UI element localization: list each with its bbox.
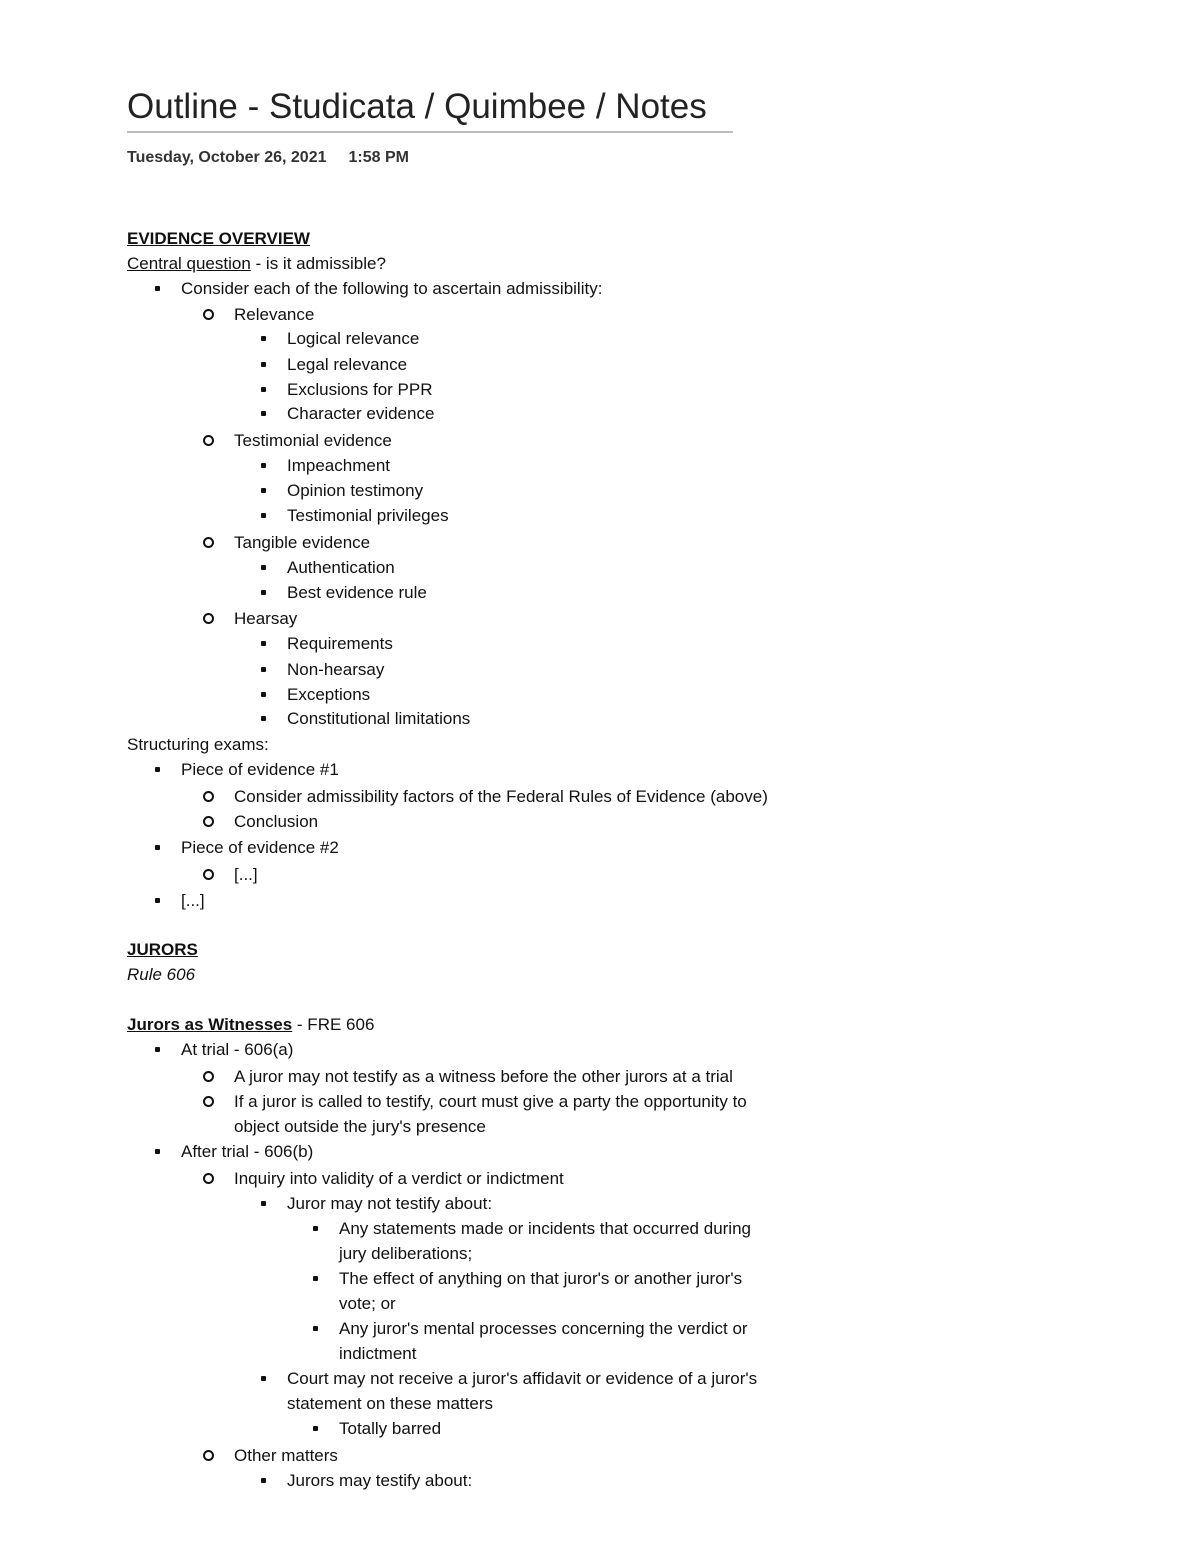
list-item: Jurors may testify about: — [287, 1471, 473, 1490]
circle-bullet-icon — [203, 1096, 214, 1107]
circle-bullet-icon — [203, 1450, 214, 1461]
list-item: Non-hearsay — [287, 660, 385, 679]
section-heading-evidence-overview: EVIDENCE OVERVIEW — [127, 229, 310, 248]
bullet-icon — [261, 716, 266, 721]
bullet-icon — [313, 1426, 318, 1431]
list-item: The effect of anything on that juror's or another juror's — [339, 1269, 743, 1288]
list-item: Relevance — [234, 305, 315, 324]
central-question-label: Central question — [127, 254, 251, 273]
list-item: Piece of evidence #2 — [181, 838, 339, 857]
list-item: Character evidence — [287, 404, 435, 423]
list-item: Consider admissibility factors of the Federal Rules of Evidence (above) — [234, 787, 768, 806]
list-item-continuation: indictment — [339, 1344, 417, 1363]
bullet-icon — [261, 336, 266, 341]
circle-bullet-icon — [203, 435, 214, 446]
circle-bullet-icon — [203, 816, 214, 827]
circle-bullet-icon — [203, 869, 214, 880]
list-item: Exceptions — [287, 685, 371, 704]
list-item: Totally barred — [339, 1419, 442, 1438]
list-item: Piece of evidence #1 — [181, 760, 339, 779]
list-item: If a juror is called to testify, court must give a party the opportunity to — [234, 1092, 747, 1111]
bullet-icon — [261, 1478, 266, 1483]
circle-bullet-icon — [203, 537, 214, 548]
subsection-heading-jurors-as-witnesses: Jurors as Witnesses — [127, 1015, 293, 1034]
bullet-icon — [261, 513, 266, 518]
list-item: Best evidence rule — [287, 583, 427, 602]
bullet-icon — [261, 692, 266, 697]
bullet-icon — [261, 1201, 266, 1206]
bullet-icon — [261, 590, 266, 595]
list-item: Requirements — [287, 634, 393, 653]
circle-bullet-icon — [203, 1173, 214, 1184]
central-question-line — [127, 251, 386, 276]
list-item: At trial - 606(a) — [181, 1040, 294, 1059]
bullet-icon — [155, 286, 160, 291]
page-time: 1:58 PM — [348, 149, 409, 166]
list-item: Impeachment — [287, 456, 390, 475]
section-heading-jurors: JURORS — [127, 940, 198, 959]
list-item: [...] — [181, 891, 205, 910]
bullet-icon — [313, 1226, 318, 1231]
list-item: Testimonial privileges — [287, 506, 449, 525]
fre-reference: - FRE 606 — [292, 1015, 375, 1034]
page-timestamp — [127, 147, 409, 169]
list-item: Any statements made or incidents that occurred during — [339, 1219, 751, 1238]
central-question-text: - is it admissible? — [250, 254, 386, 273]
list-item: Testimonial evidence — [234, 431, 392, 450]
circle-bullet-icon — [203, 309, 214, 320]
bullet-icon — [261, 667, 266, 672]
bullet-icon — [261, 463, 266, 468]
list-item: After trial - 606(b) — [181, 1142, 314, 1161]
list-item: Exclusions for PPR — [287, 380, 433, 399]
list-item-continuation: vote; or — [339, 1294, 396, 1313]
list-item-continuation: statement on these matters — [287, 1394, 493, 1413]
list-item: Consider each of the following to ascertain admissibility: — [181, 279, 603, 298]
bullet-icon — [261, 1376, 266, 1381]
list-item: Inquiry into validity of a verdict or indictment — [234, 1169, 564, 1188]
bullet-icon — [313, 1326, 318, 1331]
bullet-icon — [261, 565, 266, 570]
list-item: Authentication — [287, 558, 395, 577]
bullet-icon — [261, 387, 266, 392]
list-item: A juror may not testify as a witness before the other jurors at a trial — [234, 1067, 733, 1086]
bullet-icon — [155, 845, 160, 850]
bullet-icon — [261, 641, 266, 646]
bullet-icon — [155, 1047, 160, 1052]
bullet-icon — [261, 411, 266, 416]
list-item-continuation: object outside the jury's presence — [234, 1117, 486, 1136]
list-item: [...] — [234, 865, 258, 884]
list-item: Other matters — [234, 1446, 338, 1465]
list-item-continuation: jury deliberations; — [339, 1244, 473, 1263]
jurors-as-witnesses-line — [127, 1012, 374, 1037]
list-item: Tangible evidence — [234, 533, 371, 552]
list-item: Conclusion — [234, 812, 319, 831]
bullet-icon — [313, 1276, 318, 1281]
list-item: Constitutional limitations — [287, 709, 471, 728]
bullet-icon — [261, 362, 266, 367]
bullet-icon — [155, 767, 160, 772]
rule-reference: Rule 606 — [127, 965, 196, 984]
list-item: Court may not receive a juror's affidavit or evidence of a juror's — [287, 1369, 758, 1388]
list-item: Legal relevance — [287, 355, 408, 374]
list-item: Juror may not testify about: — [287, 1194, 493, 1213]
bullet-icon — [261, 488, 266, 493]
bullet-icon — [155, 1149, 160, 1154]
title-underline — [127, 131, 733, 133]
circle-bullet-icon — [203, 613, 214, 624]
list-item: Hearsay — [234, 609, 298, 628]
list-item: Logical relevance — [287, 329, 420, 348]
structuring-exams-label: Structuring exams: — [127, 735, 269, 754]
list-item: Any juror's mental processes concerning the verdict or — [339, 1319, 748, 1338]
circle-bullet-icon — [203, 791, 214, 802]
page-title: Outline - Studicata / Quimbee / Notes — [127, 87, 707, 126]
page-date: Tuesday, October 26, 2021 — [127, 149, 327, 166]
bullet-icon — [155, 898, 160, 903]
circle-bullet-icon — [203, 1071, 214, 1082]
list-item: Opinion testimony — [287, 481, 424, 500]
